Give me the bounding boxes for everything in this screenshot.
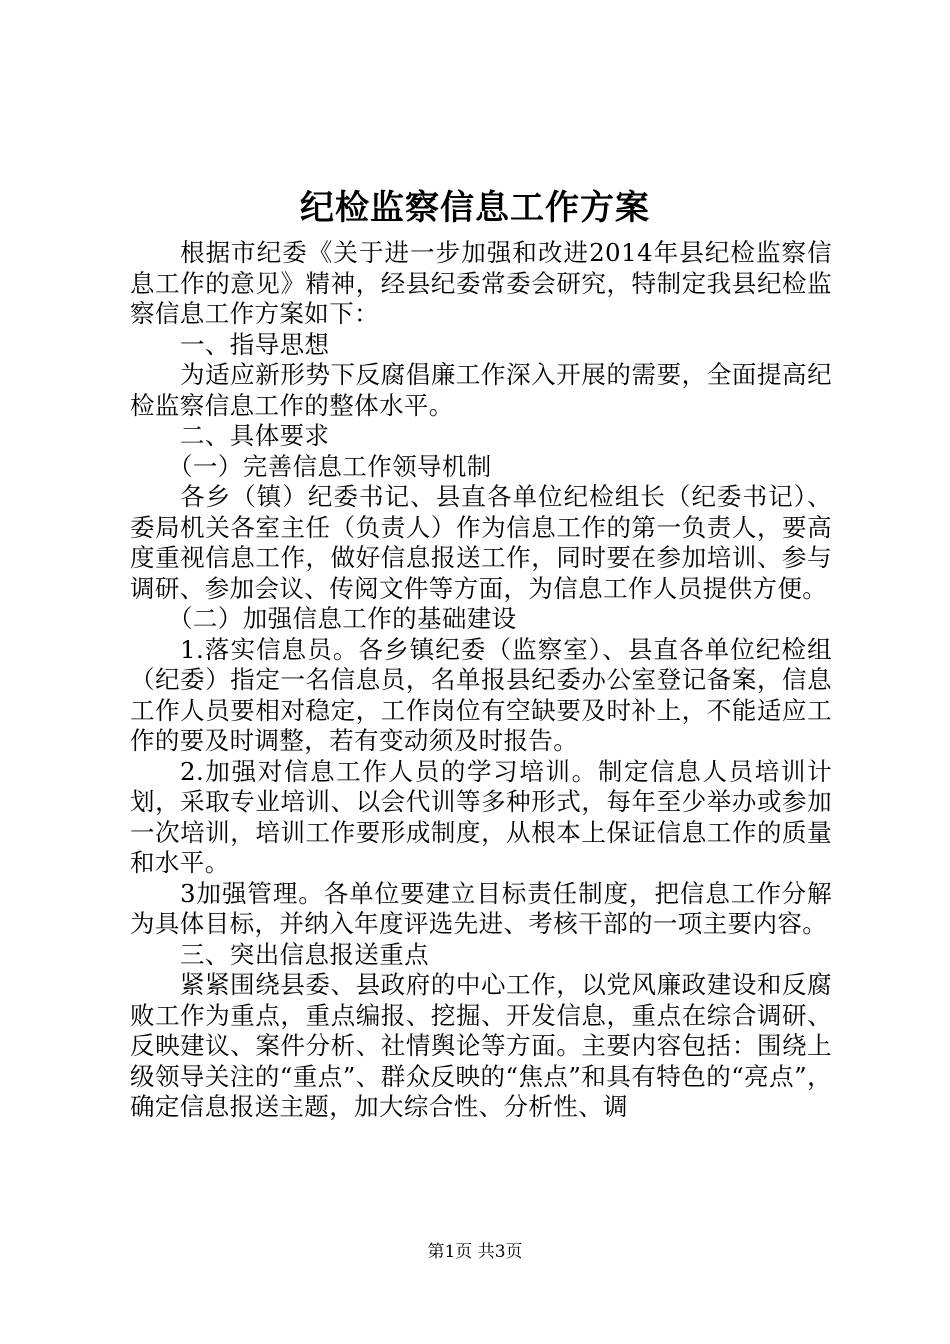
page-number-footer: 第1页 共3页 — [427, 1242, 523, 1262]
list-item-3: 3加强管理。各单位要建立目标责任制度，把信息工作分解为具体目标，并纳入年度评选先进、考核干部的一项主要内容。 — [130, 878, 832, 938]
subsection-1-heading: （一）完善信息工作领导机制 — [168, 451, 492, 481]
list-item-2: 2.加强对信息工作人员的学习培训。制定信息人员培训计划，采取专业培训、以会代训等多种形式，每年至少举办或参加一次培训，培训工作要形成制度，从根本上保证信息工作的质量和水平。 — [130, 756, 832, 877]
document-body — [130, 238, 832, 1123]
section-3-heading: 三、突出信息报送重点 — [180, 939, 429, 969]
section-3-paragraph: 紧紧围绕县委、县政府的中心工作，以党风廉政建设和反腐败工作为重点，重点编报、挖掘、开发信息，重点在综合调研、反映建议、案件分析、社情舆论等方面。主要内容包括：围绕上级领导关注的“重点”、群众反映的“焦点”和具有特色的“亮点”，确定信息报送主题，加大综合性、分析性、调 — [130, 970, 832, 1121]
subsection-1-paragraph: 各乡（镇）纪委书记、县直各单位纪检组长（纪委书记）、委局机关各室主任（负责人）作为信息工作的第一负责人，要高度重视信息工作，做好信息报送工作，同时要在参加培训、参与调研、参加会议、传阅文件等方面，为信息工作人员提供方便。 — [130, 482, 832, 603]
section-1-heading: 一、指导思想 — [180, 329, 330, 359]
section-1-paragraph: 为适应新形势下反腐倡廉工作深入开展的需要，全面提高纪检监察信息工作的整体水平。 — [130, 360, 832, 420]
list-item-1: 1.落实信息员。各乡镇纪委（监察室）、县直各单位纪检组（纪委）指定一名信息员，名单报县纪委办公室登记备案，信息工作人员要相对稳定，工作岗位有空缺要及时补上，不能适应工作的要及时调整，若有变动须及时报告。 — [130, 634, 832, 755]
section-2-heading: 二、具体要求 — [180, 421, 330, 450]
subsection-2-heading: （二）加强信息工作的基础建设 — [168, 604, 517, 633]
document-title: 纪检监察信息工作方案 — [300, 188, 650, 228]
intro-paragraph: 根据市纪委《关于进一步加强和改进2014年县纪检监察信息工作的意见》精神，经县纪委常委会研究，特制定我县纪检监察信息工作方案如下： — [130, 238, 832, 328]
